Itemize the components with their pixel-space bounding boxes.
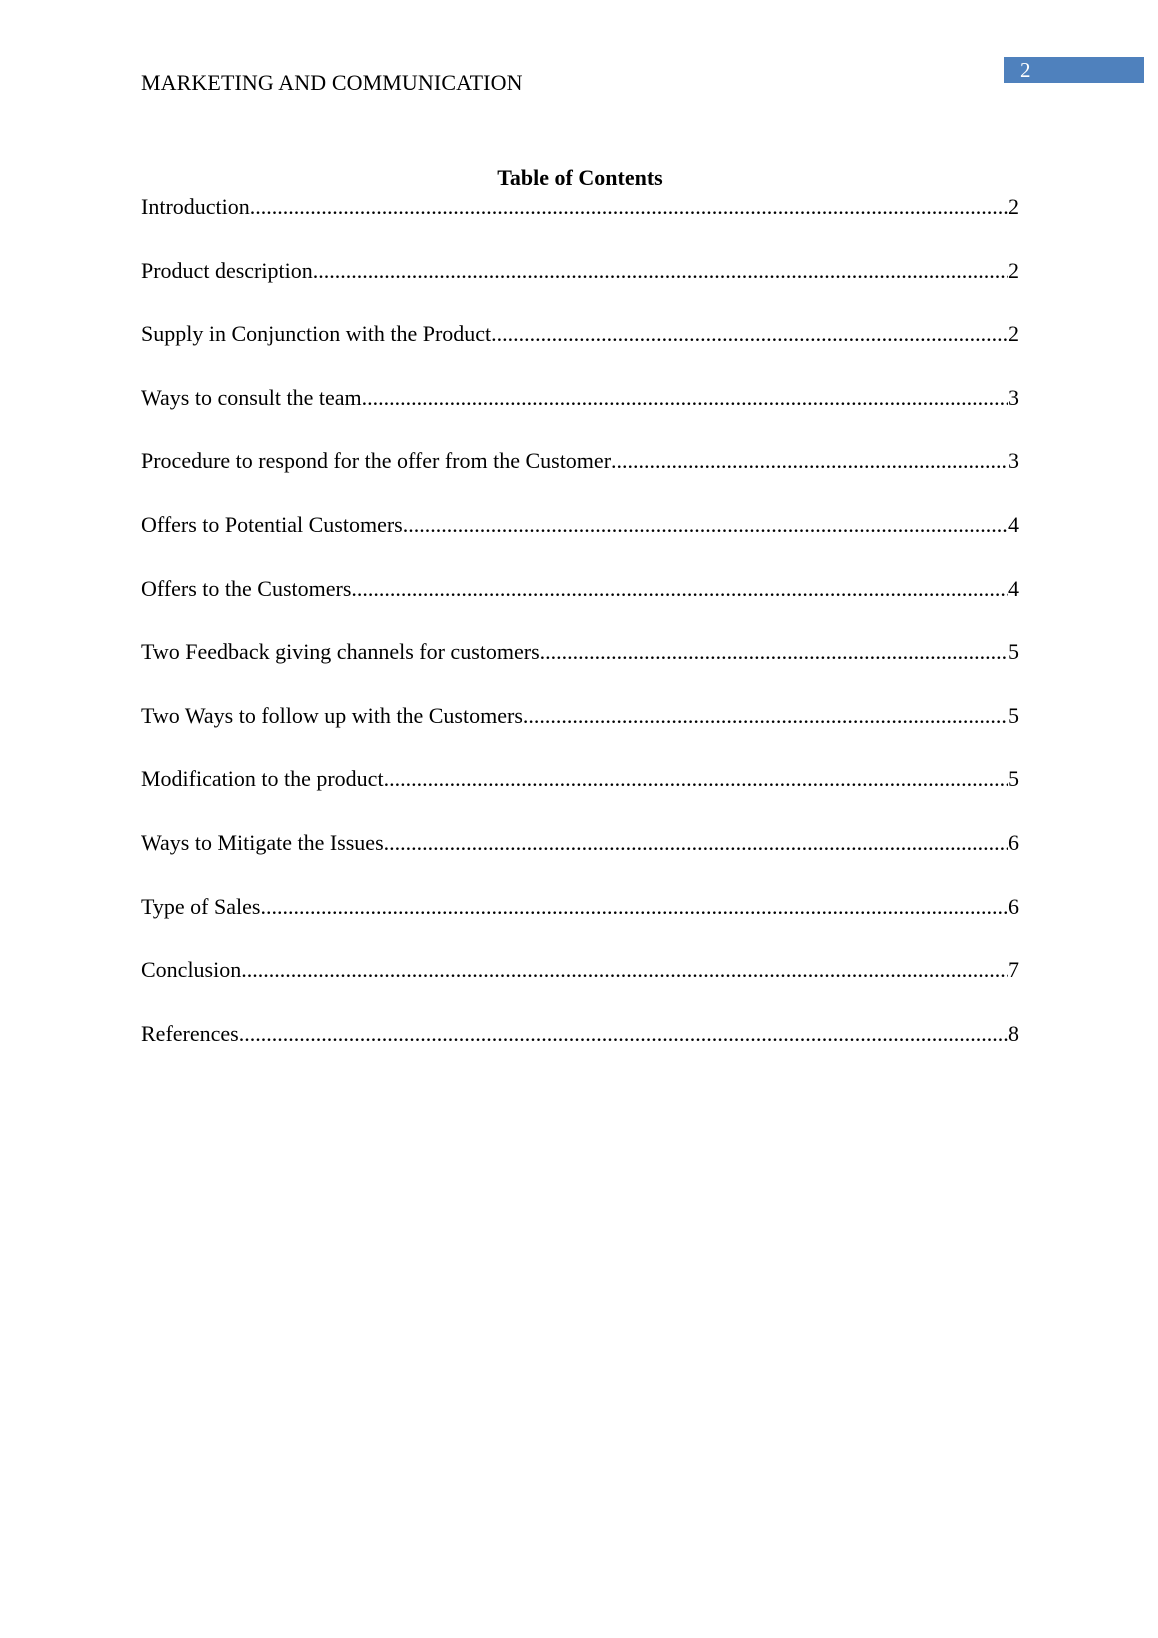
toc-entry-page: 7 bbox=[1008, 957, 1019, 983]
toc-entry-product-description[interactable] bbox=[141, 256, 1019, 320]
toc-entry-label: Supply in Conjunction with the Product bbox=[141, 321, 492, 347]
page-number-badge bbox=[1004, 57, 1144, 83]
toc-dot-leader bbox=[403, 510, 1008, 540]
toc-dot-leader bbox=[384, 828, 1008, 858]
toc-entry-modification[interactable] bbox=[141, 764, 1019, 828]
toc-entry-conclusion[interactable] bbox=[141, 955, 1019, 1019]
toc-entry-page: 5 bbox=[1008, 766, 1019, 792]
toc-entry-label: Two Ways to follow up with the Customers bbox=[141, 702, 523, 728]
toc-entry-procedure-to-respond[interactable] bbox=[141, 446, 1019, 510]
toc-dot-leader bbox=[313, 256, 1008, 286]
toc-entry-supply-in-conjunction[interactable] bbox=[141, 319, 1019, 383]
toc-dot-leader bbox=[611, 446, 1008, 476]
toc-entry-page: 6 bbox=[1008, 893, 1019, 919]
toc-entry-label: Two Feedback giving channels for customers bbox=[141, 639, 540, 665]
toc-entry-page: 2 bbox=[1008, 257, 1019, 283]
running-header-title: MARKETING AND COMMUNICATION bbox=[141, 70, 523, 95]
toc-dot-leader bbox=[491, 319, 1008, 349]
toc-dot-leader bbox=[241, 955, 1008, 985]
toc-entry-label: Offers to Potential Customers bbox=[141, 511, 403, 537]
toc-dot-leader bbox=[351, 574, 1008, 604]
toc-entry-label: Conclusion bbox=[141, 957, 242, 983]
toc-entry-label: Offers to the Customers bbox=[141, 575, 352, 601]
toc-entry-offers-to-customers[interactable] bbox=[141, 574, 1019, 638]
page-number: 2 bbox=[1020, 58, 1031, 82]
toc-title: Table of Contents bbox=[497, 165, 663, 190]
toc-entry-page: 6 bbox=[1008, 829, 1019, 855]
toc-entry-follow-up[interactable] bbox=[141, 701, 1019, 765]
toc-entry-label: Ways to Mitigate the Issues bbox=[141, 829, 384, 855]
toc-dot-leader bbox=[523, 701, 1008, 731]
toc-dot-leader bbox=[260, 892, 1008, 922]
toc-entry-feedback-channels[interactable] bbox=[141, 637, 1019, 701]
toc-dot-leader bbox=[250, 192, 1008, 222]
toc-entry-offers-potential-customers[interactable] bbox=[141, 510, 1019, 574]
toc-entry-label: Ways to consult the team bbox=[141, 384, 362, 410]
toc-entry-page: 8 bbox=[1008, 1020, 1019, 1046]
toc-entry-label: Product description bbox=[141, 257, 313, 283]
toc-dot-leader bbox=[362, 383, 1008, 413]
toc-entry-page: 5 bbox=[1008, 702, 1019, 728]
toc-entry-page: 2 bbox=[1008, 194, 1019, 219]
toc-entry-label: Introduction bbox=[141, 194, 250, 219]
toc-entry-label: References bbox=[141, 1020, 239, 1046]
toc-entry-page: 3 bbox=[1008, 384, 1019, 410]
toc-entry-label: Modification to the product bbox=[141, 766, 384, 792]
toc-entry-label: Type of Sales bbox=[141, 893, 261, 919]
toc-entry-page: 2 bbox=[1008, 321, 1019, 347]
toc-dot-leader bbox=[540, 637, 1008, 667]
toc-entry-page: 5 bbox=[1008, 639, 1019, 665]
toc-dot-leader bbox=[239, 1019, 1008, 1049]
toc-entry-introduction[interactable] bbox=[141, 192, 1019, 256]
toc-entry-label: Procedure to respond for the offer from the Customer bbox=[141, 448, 612, 474]
toc-entry-page: 4 bbox=[1008, 575, 1019, 601]
toc-entry-ways-to-consult[interactable] bbox=[141, 383, 1019, 447]
toc-entry-mitigate-issues[interactable] bbox=[141, 828, 1019, 892]
table-of-contents bbox=[141, 192, 1019, 1082]
toc-entry-type-of-sales[interactable] bbox=[141, 892, 1019, 956]
toc-entry-page: 4 bbox=[1008, 511, 1019, 537]
toc-dot-leader bbox=[384, 764, 1008, 794]
toc-entry-page: 3 bbox=[1008, 448, 1019, 474]
toc-entry-references[interactable] bbox=[141, 1019, 1019, 1083]
